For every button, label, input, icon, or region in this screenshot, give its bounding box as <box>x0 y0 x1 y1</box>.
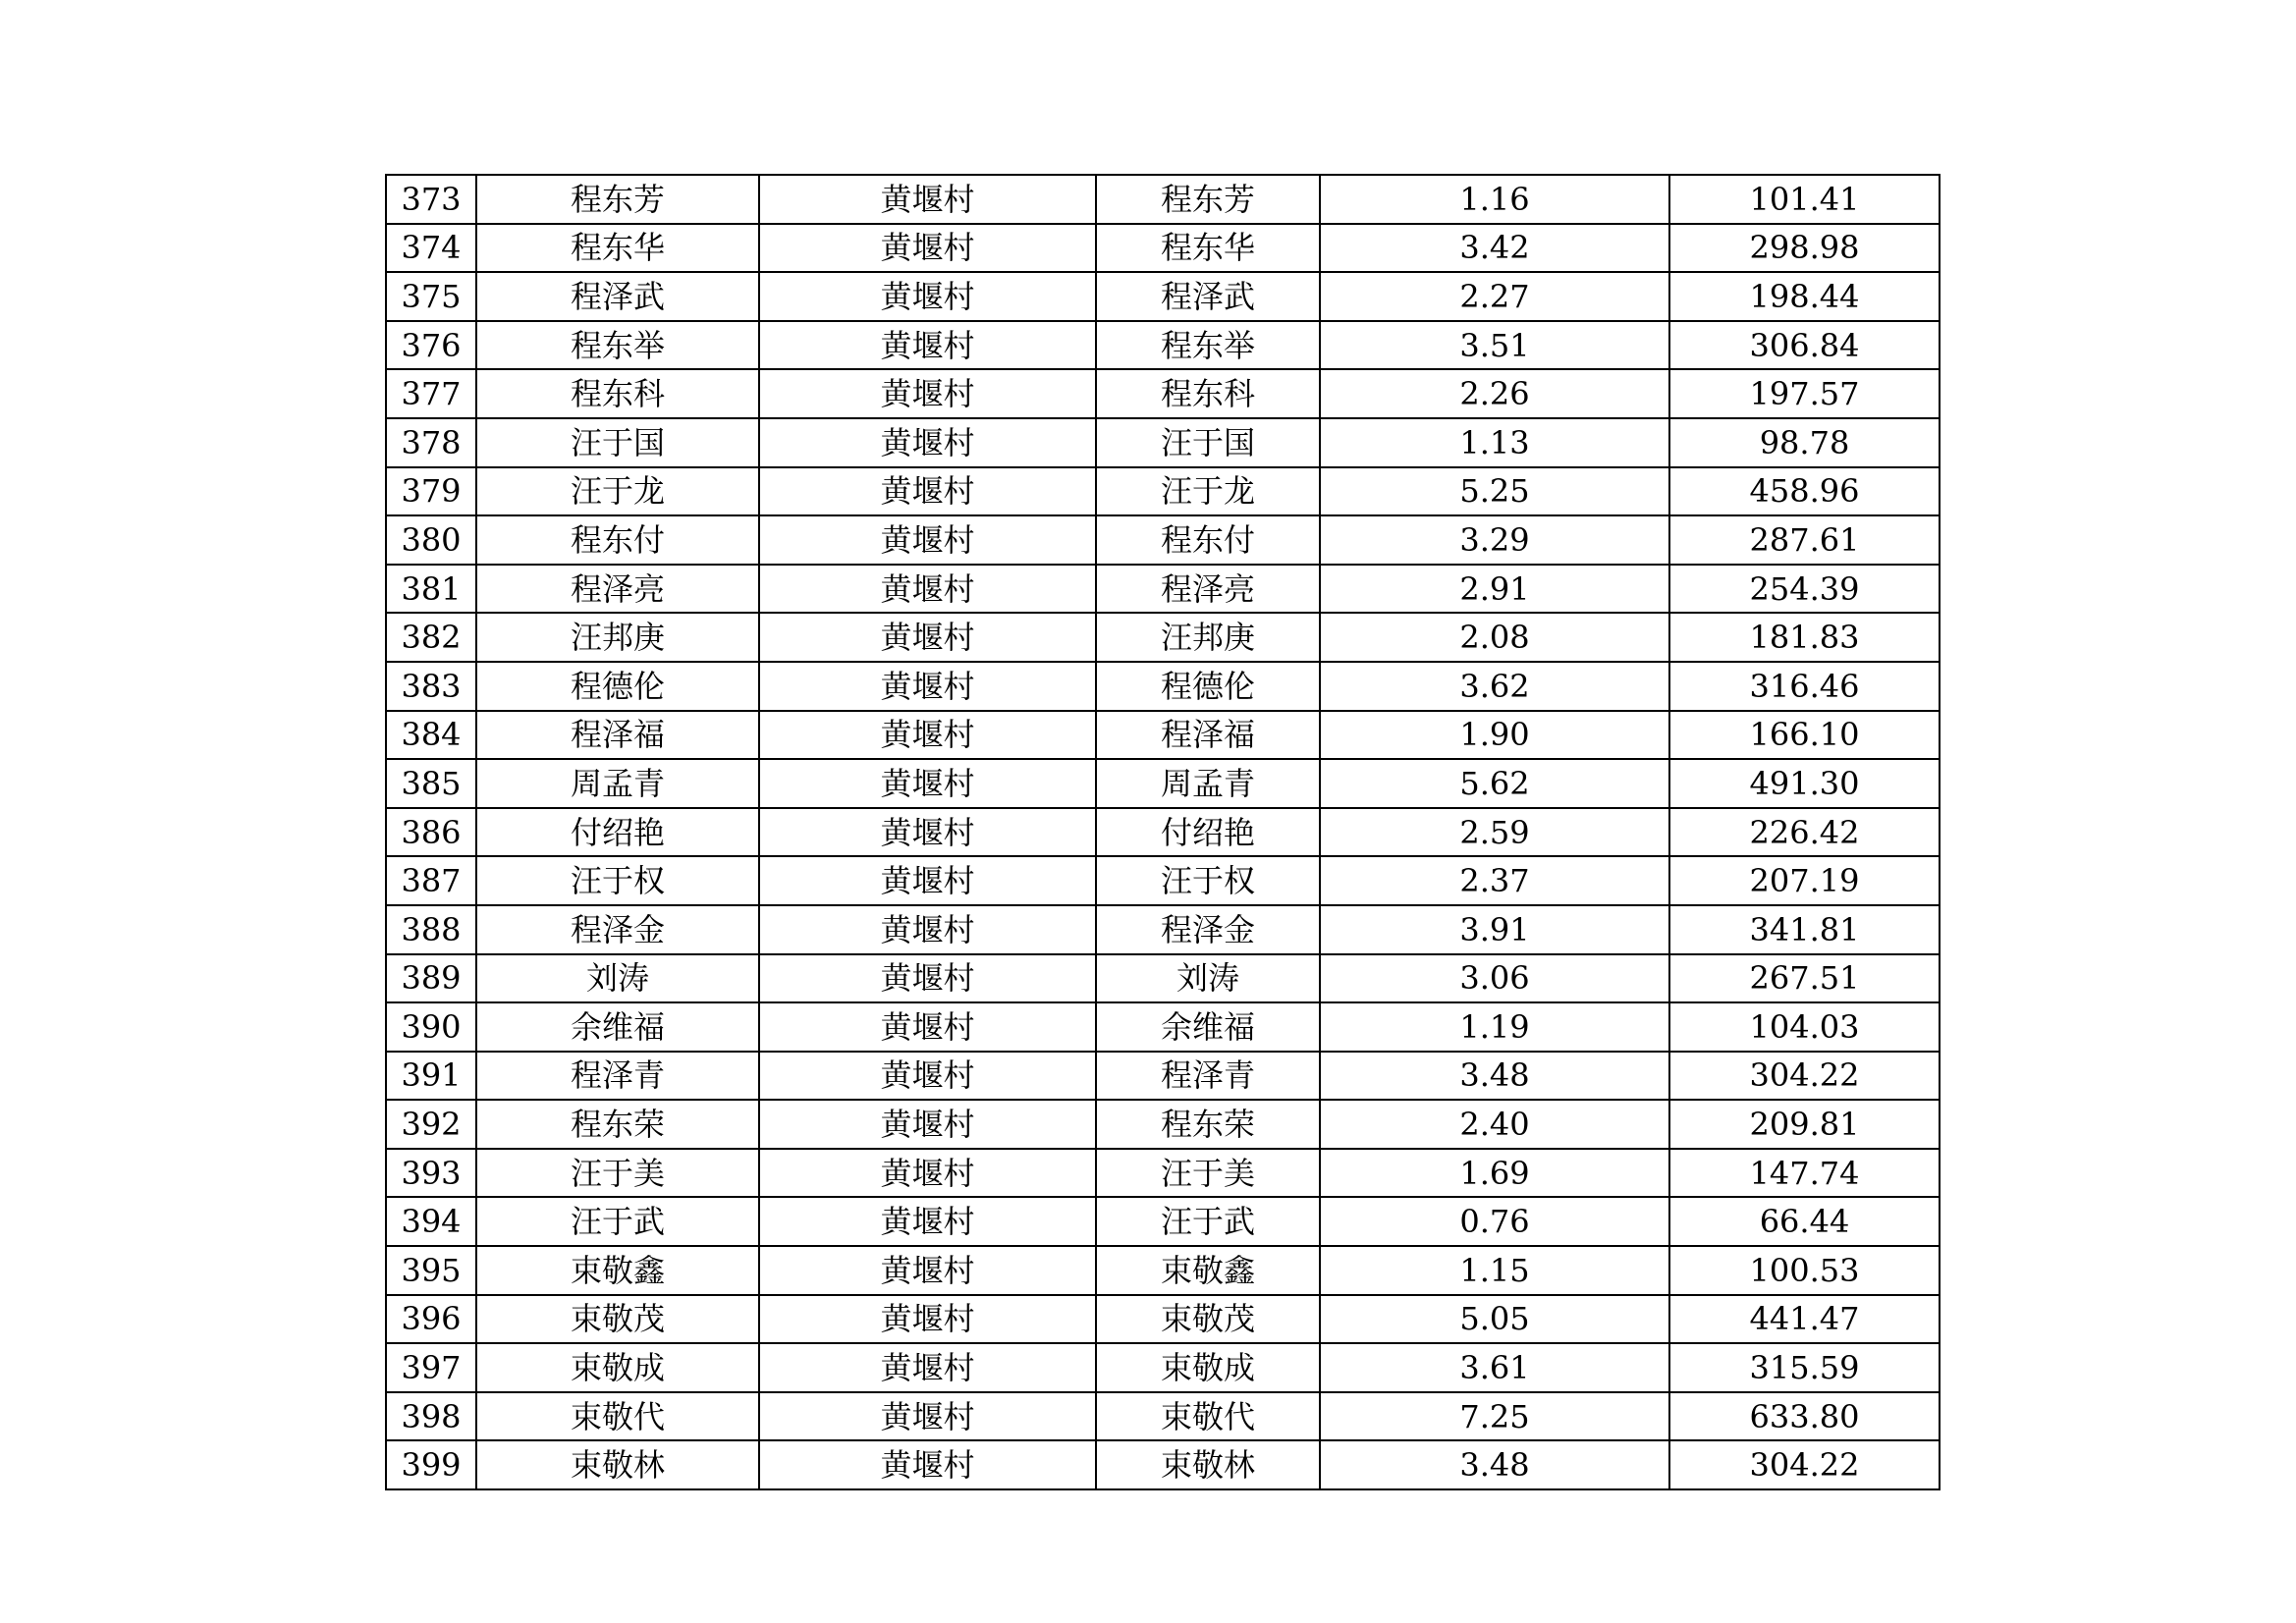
farmer-name: 程泽武 <box>476 272 759 321</box>
village-name: 黄堰村 <box>759 175 1096 224</box>
village-name: 黄堰村 <box>759 808 1096 857</box>
amount-value: 491.30 <box>1669 759 1940 808</box>
area-value: 1.19 <box>1320 1002 1669 1052</box>
village-name: 黄堰村 <box>759 1100 1096 1149</box>
owner-name: 程泽青 <box>1096 1052 1320 1101</box>
farmer-name: 程泽亮 <box>476 565 759 614</box>
owner-name: 付绍艳 <box>1096 808 1320 857</box>
owner-name: 束敬林 <box>1096 1440 1320 1489</box>
farmer-name: 汪邦庚 <box>476 613 759 662</box>
amount-value: 633.80 <box>1669 1392 1940 1441</box>
farmer-name: 周孟青 <box>476 759 759 808</box>
farmer-name: 付绍艳 <box>476 808 759 857</box>
village-name: 黄堰村 <box>759 856 1096 905</box>
farmer-name: 束敬成 <box>476 1343 759 1392</box>
owner-name: 束敬鑫 <box>1096 1246 1320 1295</box>
row-number: 385 <box>386 759 476 808</box>
farmer-name: 程东举 <box>476 321 759 370</box>
farmer-name: 汪于国 <box>476 418 759 467</box>
village-name: 黄堰村 <box>759 224 1096 273</box>
amount-value: 197.57 <box>1669 369 1940 418</box>
owner-name: 程东华 <box>1096 224 1320 273</box>
table-row <box>386 808 1940 857</box>
owner-name: 程泽金 <box>1096 905 1320 954</box>
village-name: 黄堰村 <box>759 1392 1096 1441</box>
area-value: 1.15 <box>1320 1246 1669 1295</box>
row-number: 374 <box>386 224 476 273</box>
owner-name: 程东付 <box>1096 515 1320 565</box>
owner-name: 周孟青 <box>1096 759 1320 808</box>
row-number: 399 <box>386 1440 476 1489</box>
row-number: 380 <box>386 515 476 565</box>
farmer-name: 程德伦 <box>476 662 759 711</box>
amount-value: 298.98 <box>1669 224 1940 273</box>
row-number: 390 <box>386 1002 476 1052</box>
table-row <box>386 905 1940 954</box>
village-name: 黄堰村 <box>759 1002 1096 1052</box>
table-row <box>386 1197 1940 1246</box>
amount-value: 98.78 <box>1669 418 1940 467</box>
owner-name: 刘涛 <box>1096 954 1320 1003</box>
row-number: 392 <box>386 1100 476 1149</box>
table-row <box>386 1100 1940 1149</box>
owner-name: 汪于武 <box>1096 1197 1320 1246</box>
area-value: 3.51 <box>1320 321 1669 370</box>
farmer-name: 束敬林 <box>476 1440 759 1489</box>
area-value: 3.06 <box>1320 954 1669 1003</box>
table-row <box>386 175 1940 224</box>
village-name: 黄堰村 <box>759 467 1096 516</box>
owner-name: 束敬成 <box>1096 1343 1320 1392</box>
owner-name: 汪于美 <box>1096 1149 1320 1198</box>
area-value: 5.25 <box>1320 467 1669 516</box>
area-value: 7.25 <box>1320 1392 1669 1441</box>
row-number: 378 <box>386 418 476 467</box>
village-name: 黄堰村 <box>759 515 1096 565</box>
village-name: 黄堰村 <box>759 1343 1096 1392</box>
table-row <box>386 467 1940 516</box>
area-value: 2.91 <box>1320 565 1669 614</box>
amount-value: 207.19 <box>1669 856 1940 905</box>
amount-value: 254.39 <box>1669 565 1940 614</box>
village-name: 黄堰村 <box>759 1052 1096 1101</box>
village-name: 黄堰村 <box>759 1440 1096 1489</box>
farmer-name: 程泽青 <box>476 1052 759 1101</box>
farmer-name: 程东付 <box>476 515 759 565</box>
owner-name: 程德伦 <box>1096 662 1320 711</box>
row-number: 373 <box>386 175 476 224</box>
owner-name: 程泽福 <box>1096 711 1320 760</box>
amount-value: 315.59 <box>1669 1343 1940 1392</box>
owner-name: 程东芳 <box>1096 175 1320 224</box>
table-body <box>386 175 1940 1489</box>
amount-value: 304.22 <box>1669 1052 1940 1101</box>
amount-value: 306.84 <box>1669 321 1940 370</box>
table-row <box>386 1052 1940 1101</box>
farmer-name: 束敬代 <box>476 1392 759 1441</box>
amount-value: 147.74 <box>1669 1149 1940 1198</box>
table-row <box>386 954 1940 1003</box>
table-row <box>386 613 1940 662</box>
village-name: 黄堰村 <box>759 613 1096 662</box>
row-number: 375 <box>386 272 476 321</box>
farmer-name: 程泽金 <box>476 905 759 954</box>
table-row <box>386 515 1940 565</box>
table-row <box>386 1392 1940 1441</box>
area-value: 2.08 <box>1320 613 1669 662</box>
table-row <box>386 759 1940 808</box>
table-row <box>386 1149 1940 1198</box>
table-row <box>386 565 1940 614</box>
village-name: 黄堰村 <box>759 272 1096 321</box>
amount-value: 104.03 <box>1669 1002 1940 1052</box>
village-name: 黄堰村 <box>759 711 1096 760</box>
table-row <box>386 369 1940 418</box>
area-value: 0.76 <box>1320 1197 1669 1246</box>
village-name: 黄堰村 <box>759 321 1096 370</box>
village-name: 黄堰村 <box>759 905 1096 954</box>
row-number: 383 <box>386 662 476 711</box>
row-number: 391 <box>386 1052 476 1101</box>
row-number: 387 <box>386 856 476 905</box>
owner-name: 程东科 <box>1096 369 1320 418</box>
village-name: 黄堰村 <box>759 1149 1096 1198</box>
area-value: 1.90 <box>1320 711 1669 760</box>
area-value: 2.27 <box>1320 272 1669 321</box>
table-row <box>386 662 1940 711</box>
farmer-name: 束敬茂 <box>476 1295 759 1344</box>
row-number: 382 <box>386 613 476 662</box>
farmer-name: 刘涛 <box>476 954 759 1003</box>
area-value: 1.13 <box>1320 418 1669 467</box>
farmer-name: 束敬鑫 <box>476 1246 759 1295</box>
owner-name: 束敬茂 <box>1096 1295 1320 1344</box>
amount-value: 458.96 <box>1669 467 1940 516</box>
area-value: 3.62 <box>1320 662 1669 711</box>
amount-value: 209.81 <box>1669 1100 1940 1149</box>
farmer-name: 程东科 <box>476 369 759 418</box>
area-value: 3.29 <box>1320 515 1669 565</box>
area-value: 2.26 <box>1320 369 1669 418</box>
owner-name: 程泽亮 <box>1096 565 1320 614</box>
village-name: 黄堰村 <box>759 1295 1096 1344</box>
owner-name: 余维福 <box>1096 1002 1320 1052</box>
area-value: 1.69 <box>1320 1149 1669 1198</box>
owner-name: 汪于龙 <box>1096 467 1320 516</box>
village-name: 黄堰村 <box>759 1197 1096 1246</box>
table-row <box>386 1343 1940 1392</box>
row-number: 395 <box>386 1246 476 1295</box>
area-value: 3.42 <box>1320 224 1669 273</box>
farmer-name: 程泽福 <box>476 711 759 760</box>
area-value: 2.59 <box>1320 808 1669 857</box>
row-number: 381 <box>386 565 476 614</box>
amount-value: 166.10 <box>1669 711 1940 760</box>
area-value: 5.05 <box>1320 1295 1669 1344</box>
village-name: 黄堰村 <box>759 565 1096 614</box>
farmer-name: 汪于美 <box>476 1149 759 1198</box>
amount-value: 198.44 <box>1669 272 1940 321</box>
row-number: 386 <box>386 808 476 857</box>
owner-name: 汪于权 <box>1096 856 1320 905</box>
village-name: 黄堰村 <box>759 759 1096 808</box>
row-number: 384 <box>386 711 476 760</box>
row-number: 396 <box>386 1295 476 1344</box>
farmer-name: 汪于权 <box>476 856 759 905</box>
owner-name: 程东荣 <box>1096 1100 1320 1149</box>
area-value: 3.48 <box>1320 1440 1669 1489</box>
village-name: 黄堰村 <box>759 662 1096 711</box>
village-name: 黄堰村 <box>759 1246 1096 1295</box>
area-value: 5.62 <box>1320 759 1669 808</box>
farmer-name: 程东芳 <box>476 175 759 224</box>
data-table <box>385 174 1941 1490</box>
table-row <box>386 224 1940 273</box>
row-number: 397 <box>386 1343 476 1392</box>
row-number: 398 <box>386 1392 476 1441</box>
village-name: 黄堰村 <box>759 418 1096 467</box>
farmer-name: 汪于武 <box>476 1197 759 1246</box>
table-row <box>386 418 1940 467</box>
amount-value: 267.51 <box>1669 954 1940 1003</box>
table-row <box>386 1295 1940 1344</box>
farmer-name: 余维福 <box>476 1002 759 1052</box>
farmer-name: 汪于龙 <box>476 467 759 516</box>
amount-value: 287.61 <box>1669 515 1940 565</box>
amount-value: 304.22 <box>1669 1440 1940 1489</box>
farmer-name: 程东荣 <box>476 1100 759 1149</box>
owner-name: 汪邦庚 <box>1096 613 1320 662</box>
amount-value: 181.83 <box>1669 613 1940 662</box>
amount-value: 341.81 <box>1669 905 1940 954</box>
owner-name: 束敬代 <box>1096 1392 1320 1441</box>
area-value: 2.40 <box>1320 1100 1669 1149</box>
amount-value: 226.42 <box>1669 808 1940 857</box>
row-number: 393 <box>386 1149 476 1198</box>
owner-name: 程泽武 <box>1096 272 1320 321</box>
area-value: 3.48 <box>1320 1052 1669 1101</box>
amount-value: 100.53 <box>1669 1246 1940 1295</box>
table-row <box>386 1246 1940 1295</box>
table-row <box>386 856 1940 905</box>
amount-value: 101.41 <box>1669 175 1940 224</box>
owner-name: 程东举 <box>1096 321 1320 370</box>
village-name: 黄堰村 <box>759 369 1096 418</box>
amount-value: 66.44 <box>1669 1197 1940 1246</box>
table-row <box>386 272 1940 321</box>
row-number: 376 <box>386 321 476 370</box>
row-number: 377 <box>386 369 476 418</box>
area-value: 3.91 <box>1320 905 1669 954</box>
area-value: 3.61 <box>1320 1343 1669 1392</box>
table-row <box>386 321 1940 370</box>
table-row <box>386 1440 1940 1489</box>
row-number: 379 <box>386 467 476 516</box>
amount-value: 441.47 <box>1669 1295 1940 1344</box>
area-value: 2.37 <box>1320 856 1669 905</box>
owner-name: 汪于国 <box>1096 418 1320 467</box>
village-name: 黄堰村 <box>759 954 1096 1003</box>
table-row <box>386 711 1940 760</box>
row-number: 388 <box>386 905 476 954</box>
row-number: 394 <box>386 1197 476 1246</box>
amount-value: 316.46 <box>1669 662 1940 711</box>
row-number: 389 <box>386 954 476 1003</box>
area-value: 1.16 <box>1320 175 1669 224</box>
farmer-name: 程东华 <box>476 224 759 273</box>
table-row <box>386 1002 1940 1052</box>
